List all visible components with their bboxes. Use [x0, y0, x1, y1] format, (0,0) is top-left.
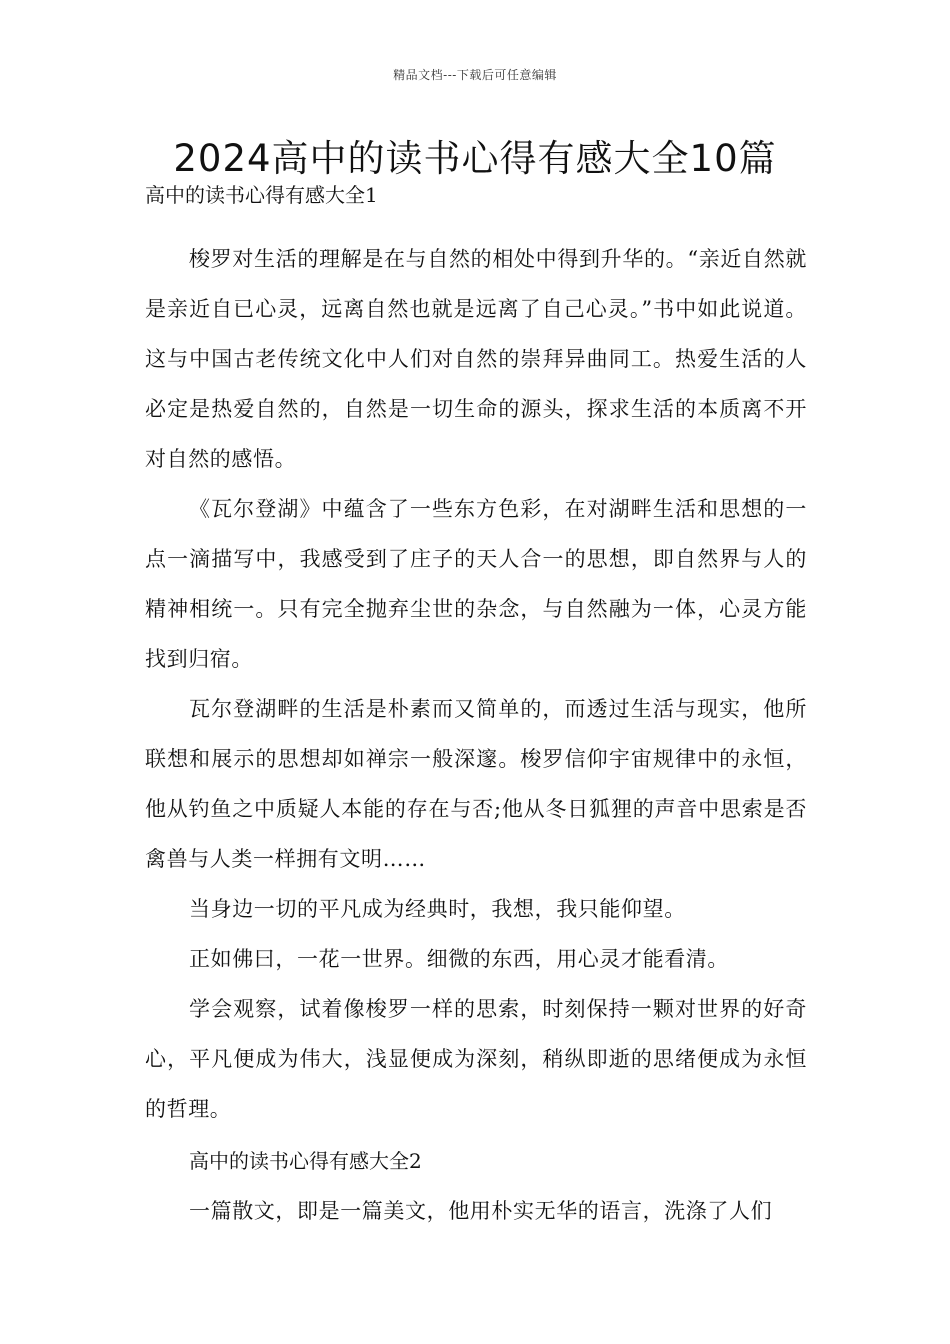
document-body	[145, 182, 807, 1236]
paragraph: 一篇散文，即是一篇美文，他用朴实无华的语言，洗涤了人们	[189, 1199, 773, 1223]
paragraph: 《瓦尔登湖》中蕴含了一些东方色彩，在对湖畔生活和思想的一点一滴描写中，我感受到了庄子的天人合一的思想，即自然界与人的精神相统一。只有完全抛弃尘世的杂念，与自然融为一体，心灵方能找到归宿。	[145, 497, 807, 671]
paragraph: 当身边一切的平凡成为经典时，我想，我只能仰望。	[189, 897, 686, 921]
section-heading-2: 高中的读书心得有感大全2	[189, 1149, 422, 1173]
paragraph: 正如佛曰，一花一世界。细微的东西，用心灵才能看清。	[189, 947, 729, 971]
paragraph: 学会观察，试着像梭罗一样的思索，时刻保持一颗对世界的好奇心，平凡便成为伟大，浅显便成为深刻，稍纵即逝的思绪便成为永恒的哲理。	[145, 997, 807, 1121]
section-heading-1: 高中的读书心得有感大全1	[145, 183, 378, 207]
paragraph: 梭罗对生活的理解是在与自然的相处中得到升华的。“亲近自然就是亲近自已心灵，远离自然也就是远离了自己心灵。”书中如此说道。这与中国古老传统文化中人们对自然的崇拜异曲同工。热爱生活的人必定是热爱自然的，自然是一切生命的源头，探求生活的本质离不开对自然的感悟。	[145, 247, 807, 471]
header-note: 精品文档---下载后可任意编辑	[393, 68, 557, 82]
paragraph: 瓦尔登湖畔的生活是朴素而又简单的，而透过生活与现实，他所联想和展示的思想却如禅宗一般深邃。梭罗信仰宇宙规律中的永恒，他从钓鱼之中质疑人本能的存在与否;他从冬日狐狸的声音中思索是否禽兽与人类一样拥有文明……	[145, 697, 807, 871]
document-title: 2024高中的读书心得有感大全10篇	[173, 137, 777, 180]
